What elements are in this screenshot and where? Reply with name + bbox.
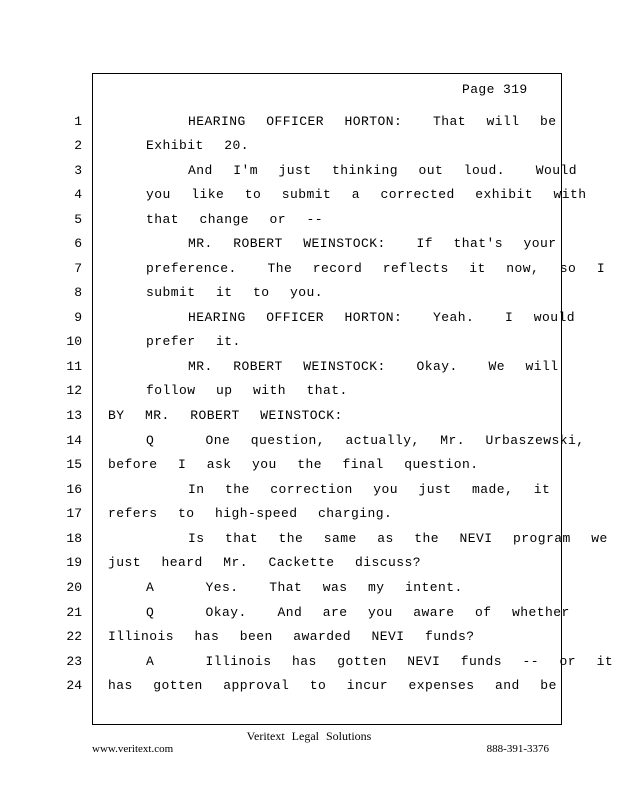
line-number: 8 (74, 285, 82, 300)
transcript-line: that change or -- (146, 212, 324, 227)
transcript-line: prefer it. (146, 334, 241, 349)
transcript-line: just heard Mr. Cackette discuss? (108, 555, 422, 570)
transcript-line: you like to submit a corrected exhibit with (146, 187, 587, 202)
transcript-line: BY MR. ROBERT WEINSTOCK: (108, 408, 343, 423)
transcript-line: refers to high-speed charging. (108, 506, 393, 521)
transcript-line: And I'm just thinking out loud. Would (188, 163, 578, 178)
line-number: 12 (66, 383, 82, 398)
line-number: 1 (74, 114, 82, 129)
transcript-line: has gotten approval to incur expenses and be (108, 678, 557, 693)
line-number: 19 (66, 555, 82, 570)
transcript-line: Q One question, actually, Mr. Urbaszewski, (146, 433, 585, 448)
transcript-line: Is that the same as the NEVI program we (188, 531, 608, 546)
line-number: 15 (66, 457, 82, 472)
page-number: Page 319 (462, 82, 528, 97)
line-number: 9 (74, 310, 82, 325)
footer-website: www.veritext.com (92, 743, 174, 755)
transcript-line: Illinois has been awarded NEVI funds? (108, 629, 475, 644)
transcript-line: preference. The record reflects it now, so I (146, 261, 606, 276)
transcript-line: A Illinois has gotten NEVI funds -- or it (146, 654, 614, 669)
transcript-line: MR. ROBERT WEINSTOCK: If that's your (188, 236, 557, 251)
transcript-line: In the correction you just made, it (188, 482, 551, 497)
line-number: 24 (66, 678, 82, 693)
line-number: 10 (66, 334, 82, 349)
line-number: 3 (74, 163, 82, 178)
line-number: 22 (66, 629, 82, 644)
footer-phone: 888-391-3376 (486, 743, 549, 755)
transcript-line: before I ask you the final question. (108, 457, 479, 472)
transcript-line: HEARING OFFICER HORTON: Yeah. I would (188, 310, 576, 325)
footer-company: Veritext Legal Solutions (246, 729, 372, 743)
transcript-line: MR. ROBERT WEINSTOCK: Okay. We will (188, 359, 559, 374)
transcript-line: follow up with that. (146, 383, 348, 398)
line-number: 16 (66, 482, 82, 497)
line-number: 6 (74, 236, 82, 251)
line-number: 4 (74, 187, 82, 202)
line-number: 5 (74, 212, 82, 227)
line-number: 21 (66, 605, 82, 620)
line-number: 20 (66, 580, 82, 595)
line-number: 13 (66, 408, 82, 423)
transcript-line: submit it to you. (146, 285, 324, 300)
line-number: 23 (66, 654, 82, 669)
line-number: 14 (66, 433, 82, 448)
line-number: 2 (74, 138, 82, 153)
line-number: 7 (74, 261, 82, 276)
transcript-line: Q Okay. And are you aware of whether (146, 605, 570, 620)
transcript-line: A Yes. That was my intent. (146, 580, 463, 595)
transcript-line: HEARING OFFICER HORTON: That will be (188, 114, 557, 129)
line-number: 18 (66, 531, 82, 546)
line-number: 11 (66, 359, 82, 374)
transcript-line: Exhibit 20. (146, 138, 250, 153)
line-number: 17 (66, 506, 82, 521)
